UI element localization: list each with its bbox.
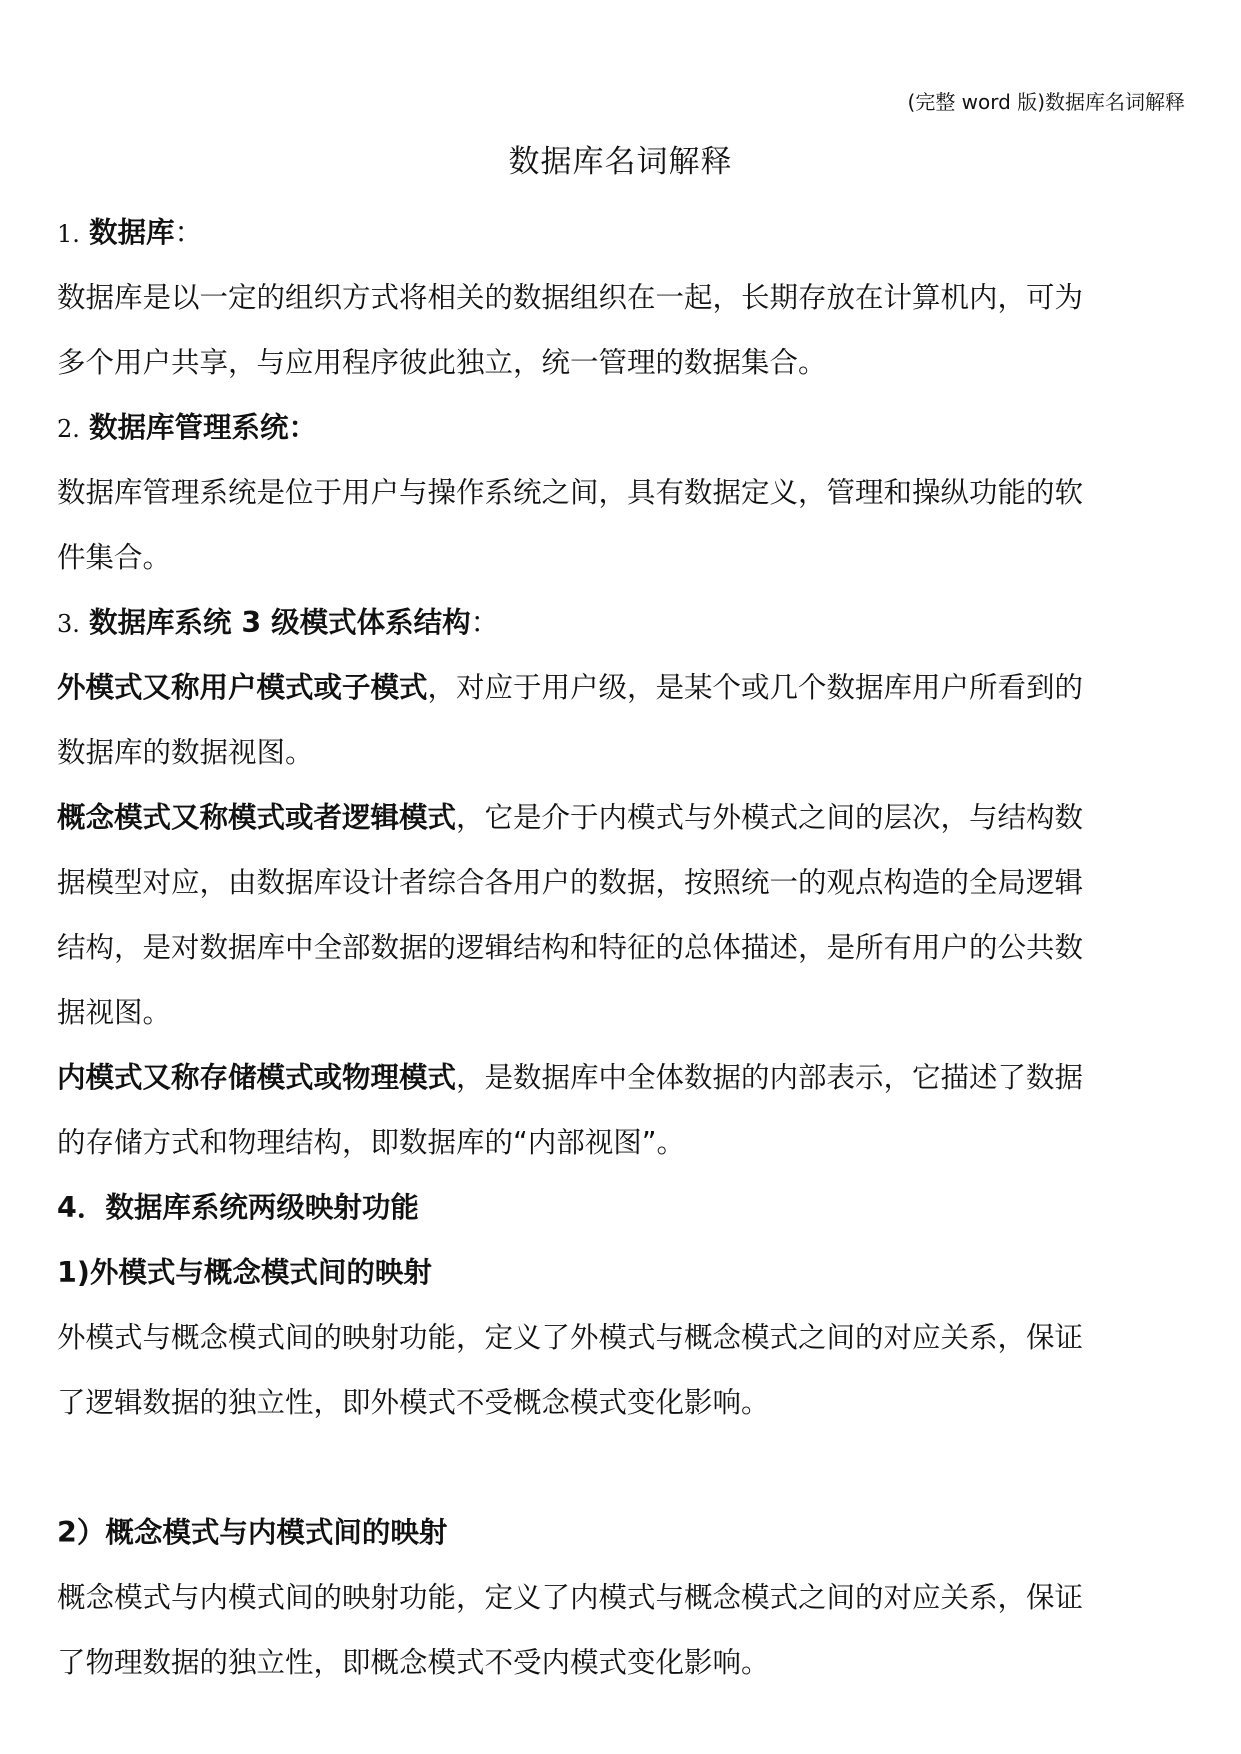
section-2-heading (57, 395, 1185, 460)
term-conceptual-schema: 概念模式又称模式或者逻辑模式 (57, 801, 457, 834)
section-3-heading (57, 590, 1185, 655)
section-number: 3. (57, 610, 80, 638)
subsection-1-heading: 1)外模式与概念模式间的映射 (57, 1256, 432, 1289)
document-body (57, 200, 1185, 1695)
paragraph-line: 数据库管理系统是位于用户与操作系统之间，具有数据定义，管理和操纵功能的软 (57, 476, 1084, 509)
heading-colon: ： (470, 606, 500, 639)
paragraph-line: 据模型对应，由数据库设计者综合各用户的数据，按照统一的观点构造的全局逻辑 (57, 866, 1084, 899)
subsection-2-heading: 2）概念模式与内模式间的映射 (57, 1516, 448, 1549)
paragraph-line (57, 655, 1185, 720)
section-4-heading: 4．数据库系统两级映射功能 (57, 1191, 419, 1224)
paragraph-line: 数据库的数据视图。 (57, 736, 314, 769)
paragraph-line (57, 785, 1185, 850)
definition-text: ，是数据库中全体数据的内部表示，它描述了数据 (456, 1061, 1084, 1094)
document-title: 数据库名词解释 (508, 144, 733, 180)
section-number: 2. (57, 415, 80, 443)
heading-colon: ： (174, 216, 203, 249)
paragraph-line: 据视图。 (57, 996, 172, 1029)
paragraph-line: 了物理数据的独立性，即概念模式不受内模式变化影响。 (57, 1646, 770, 1679)
paragraph-line: 了逻辑数据的独立性，即外模式不受概念模式变化影响。 (57, 1386, 770, 1419)
paragraph-line: 概念模式与内模式间的映射功能，定义了内模式与概念模式之间的对应关系，保证 (57, 1581, 1084, 1614)
paragraph-line: 多个用户共享，与应用程序彼此独立，统一管理的数据集合。 (57, 346, 827, 379)
term-external-schema: 外模式又称用户模式或子模式 (57, 671, 428, 704)
blank-line (57, 1435, 1185, 1500)
section-number: 1. (57, 220, 80, 248)
section-heading-text: 数据库系统 3 级模式体系结构 (88, 606, 471, 639)
section-heading-text: 数据库管理系统： (88, 411, 317, 444)
paragraph-line: 数据库是以一定的组织方式将相关的数据组织在一起，长期存放在计算机内，可为 (57, 281, 1084, 314)
paragraph-line: 的存储方式和物理结构，即数据库的“内部视图”。 (57, 1126, 686, 1159)
paragraph-line (57, 1045, 1185, 1110)
paragraph-line: 外模式与概念模式间的映射功能，定义了外模式与概念模式之间的对应关系，保证 (57, 1321, 1084, 1354)
running-header: (完整 word 版)数据库名词解释 (907, 90, 1185, 114)
paragraph-line: 结构，是对数据库中全部数据的逻辑结构和特征的总体描述，是所有用户的公共数 (57, 931, 1084, 964)
section-1-heading (57, 200, 1185, 265)
paragraph-line: 件集合。 (57, 541, 172, 574)
section-heading-text: 数据库 (88, 216, 175, 249)
definition-text: ，它是介于内模式与外模式之间的层次，与结构数 (456, 801, 1084, 834)
term-internal-schema: 内模式又称存储模式或物理模式 (57, 1061, 457, 1094)
definition-text: ，对应于用户级，是某个或几个数据库用户所看到的 (427, 671, 1084, 704)
